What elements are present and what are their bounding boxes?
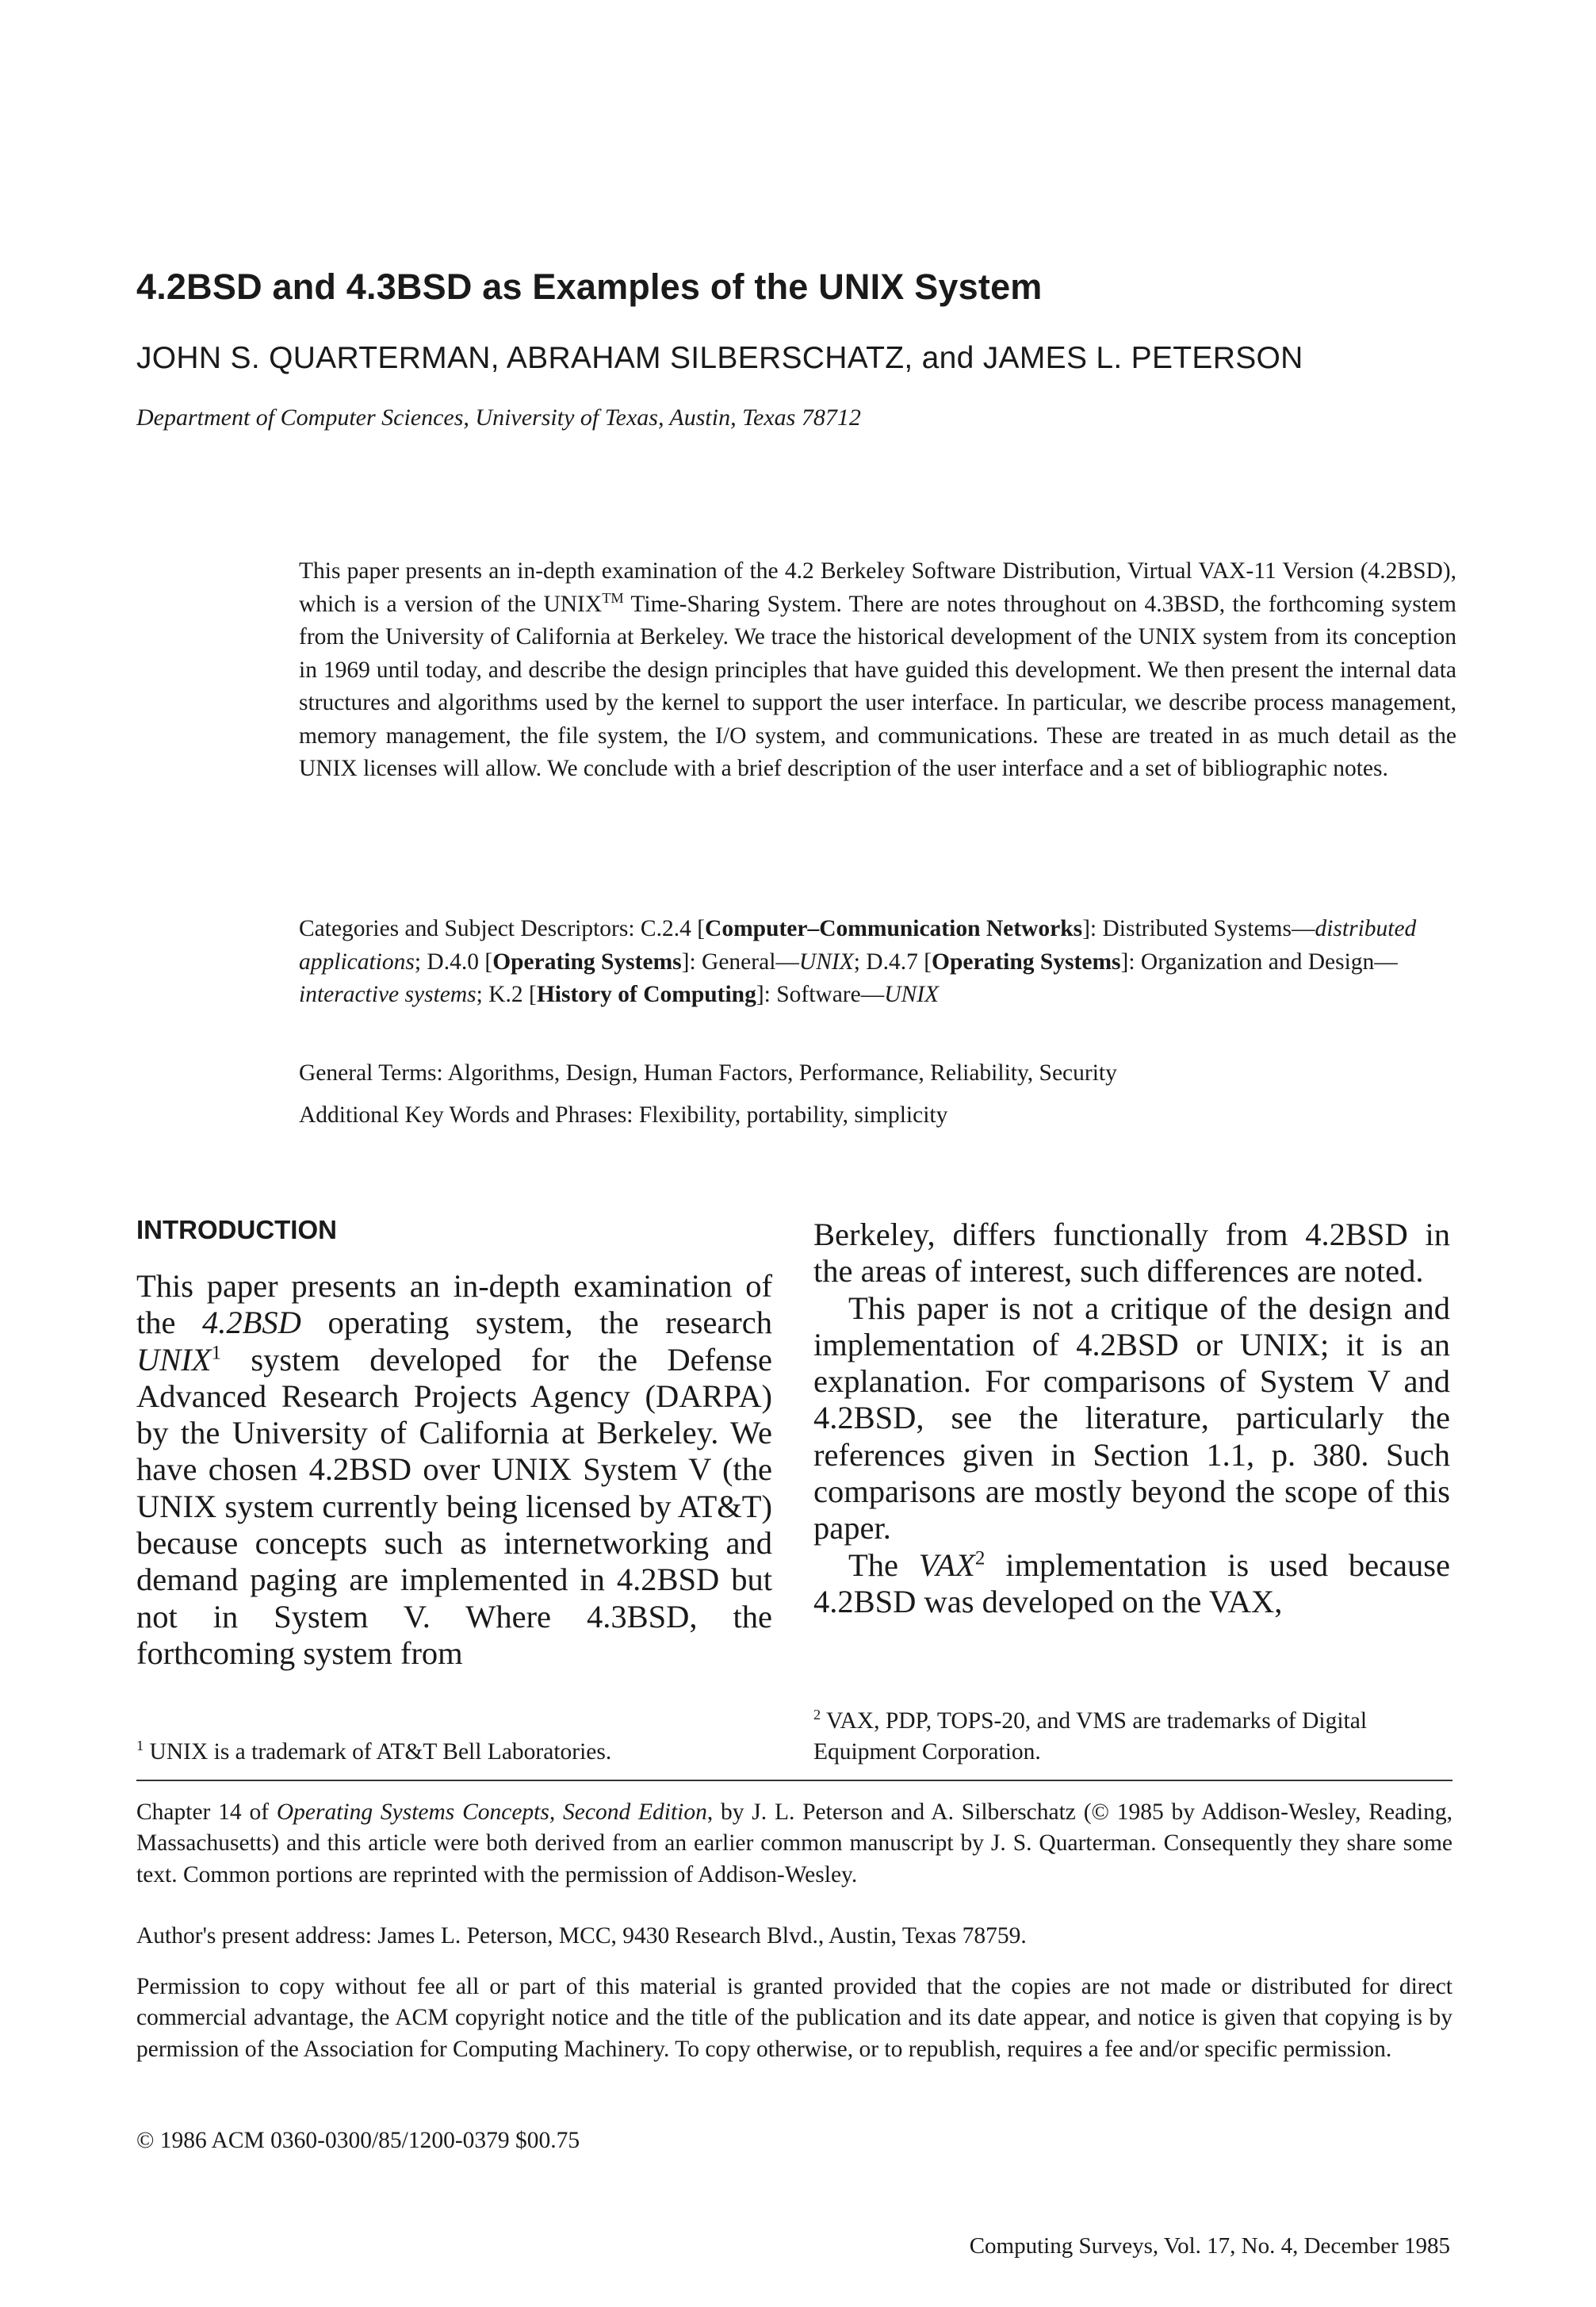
emphasis: UNIX bbox=[136, 1341, 212, 1378]
descriptor-subject: UNIX bbox=[884, 982, 940, 1007]
author-list: JOHN S. QUARTERMAN, ABRAHAM SILBERSCHATZ, and JAMES L. PETERSON bbox=[136, 341, 1303, 375]
paragraph bbox=[136, 1268, 772, 1672]
note-text: , by J. L. Peterson and A. Silberschatz (© 1985 by Addison-Wesley, Reading, Massachusetts) and this article were both derived from an earlier common manuscript by J. S. Quarterman. Consequently they share some text. Common portions are reprinted with the permission of Addison-Wesley. bbox=[136, 1799, 1452, 1887]
descriptor-category: Operating Systems bbox=[932, 948, 1121, 975]
abstract bbox=[299, 555, 1456, 786]
descriptor-subject: interactive systems bbox=[299, 982, 477, 1007]
journal-footer: Computing Surveys, Vol. 17, No. 4, December 1985 bbox=[969, 2233, 1450, 2259]
divider-rule bbox=[136, 1780, 1452, 1781]
descriptor-text: ; K.2 [ bbox=[476, 982, 537, 1007]
footnote-text: UNIX is a trademark of AT&T Bell Laboratories. bbox=[144, 1739, 612, 1765]
abstract-text-part: This paper presents an in-depth examination of the 4.2 Berkeley Software Distribution, Virtual VAX-11 Version (4.2BSD), which is a version of the UNIX bbox=[299, 558, 1456, 617]
body-text: implementation is used because 4.2BSD was developed on the VAX, bbox=[813, 1546, 1451, 1619]
footnote-mark: 2 bbox=[813, 1707, 821, 1723]
footnote-text: VAX, PDP, TOPS-20, and VMS are trademarks of Digital Equipment Corporation. bbox=[813, 1708, 1368, 1765]
book-title: Operating Systems Concepts, Second Edition bbox=[276, 1799, 707, 1825]
descriptor-text: ; D.4.7 [ bbox=[853, 948, 932, 975]
body-text: operating system, the research bbox=[300, 1305, 773, 1341]
footnote-2 bbox=[813, 1706, 1450, 1768]
paragraph: Berkeley, differs functionally from 4.2BSD in the areas of interest, such differences are noted. bbox=[813, 1217, 1450, 1290]
body-text: system developed for the Defense Advanced Research Projects Agency (DARPA) by the University of California at Berkeley. We have chosen 4.2BSD over UNIX System V (the UNIX system currently being licensed by AT&T) because concepts such as internetworking and demand paging are implemented in 4.2BSD but not in System V. Where 4.3BSD, the forthcoming system from bbox=[136, 1341, 772, 1671]
descriptor-text: ]: Distributed Systems— bbox=[1082, 916, 1315, 941]
chapter-note bbox=[136, 1797, 1452, 1891]
descriptor-text: ]: Software— bbox=[756, 982, 885, 1007]
descriptor-subject: distributed applications bbox=[299, 916, 1417, 975]
paragraph bbox=[813, 1547, 1450, 1621]
trademark-mark: TM bbox=[602, 589, 624, 606]
emphasis: 4.2BSD bbox=[202, 1305, 301, 1341]
descriptor-category: History of Computing bbox=[536, 982, 756, 1007]
right-column bbox=[813, 1217, 1450, 1620]
copyright-line: © 1986 ACM 0360-0300/85/1200-0379 $00.75 bbox=[136, 2128, 580, 2153]
descriptor-subject: UNIX bbox=[798, 948, 854, 975]
paragraph: This paper is not a critique of the design and implementation of 4.2BSD or UNIX; it is an explanation. For comparisons of System V and 4.2BSD, see the literature, particularly the references given in Section 1.1, p. 380. Such comparisons are mostly beyond the scope of this paper. bbox=[813, 1290, 1450, 1546]
affiliation: Department of Computer Sciences, University of Texas, Austin, Texas 78712 bbox=[136, 404, 861, 431]
subject-descriptors bbox=[299, 913, 1456, 1012]
general-terms: General Terms: Algorithms, Design, Human Factors, Performance, Reliability, Security bbox=[299, 1060, 1117, 1086]
permission-notice: Permission to copy without fee all or part of this material is granted provided that the copies are not made or distributed for direct commercial advantage, the ACM copyright notice and the title of the publication and its date appear, and notice is given that copying is by permission of the Association for Computing Machinery. To copy otherwise, or to republish, requires a fee and/or specific permission. bbox=[136, 1974, 1452, 2062]
footnote-mark: 1 bbox=[136, 1738, 144, 1754]
author-address: Author's present address: James L. Peterson, MCC, 9430 Research Blvd., Austin, Texas 78759. bbox=[136, 1923, 1027, 1949]
abstract-text-part: Time-Sharing System. There are notes throughout on 4.3BSD, the forthcoming system from the University of California at Berkeley. We trace the historical development of the UNIX system from its conception in 1969 until today, and describe the design principles that have guided this development. We then present the internal data structures and algorithms used by the kernel to support the user interface. In particular, we describe process management, memory management, the file system, the I/O system, and communications. These are treated in as much detail as the UNIX licenses will allow. We conclude with a brief description of the user interface and a set of bibliographic notes. bbox=[299, 591, 1456, 781]
keywords: Additional Key Words and Phrases: Flexibility, portability, simplicity bbox=[299, 1102, 948, 1128]
footnote-1 bbox=[136, 1737, 611, 1768]
body-text: This paper presents an in-depth examination of the bbox=[136, 1268, 772, 1341]
footnote-ref: 1 bbox=[211, 1342, 222, 1364]
note-text: Chapter 14 of bbox=[136, 1799, 277, 1825]
left-column bbox=[136, 1268, 772, 1672]
descriptor-category: Operating Systems bbox=[492, 948, 682, 975]
descriptor-text: Categories and Subject Descriptors: C.2.4 [ bbox=[299, 916, 706, 941]
descriptor-category: Computer–Communication Networks bbox=[705, 916, 1083, 941]
section-heading: INTRODUCTION bbox=[136, 1215, 337, 1244]
descriptor-text: ]: Organization and Design— bbox=[1120, 948, 1398, 975]
emphasis: VAX bbox=[918, 1546, 975, 1583]
descriptor-text: ; D.4.0 [ bbox=[414, 948, 493, 975]
body-text: The bbox=[848, 1546, 919, 1583]
descriptor-text: ]: General— bbox=[681, 948, 799, 975]
footnote-ref: 2 bbox=[974, 1547, 986, 1569]
paper-title: 4.2BSD and 4.3BSD as Examples of the UNIX System bbox=[136, 266, 1043, 307]
